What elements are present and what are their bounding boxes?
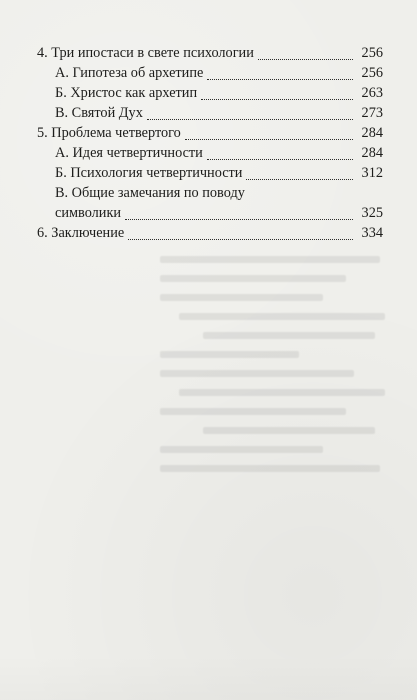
toc-page-number: 325: [361, 205, 383, 221]
toc-page-number: 256: [361, 65, 383, 81]
toc-entry: [37, 103, 383, 123]
toc-entry-title: А. Идея четвертичности: [55, 145, 203, 161]
toc-page-number: 273: [361, 105, 383, 121]
toc-entry: [37, 163, 383, 183]
show-through-text: [160, 256, 399, 700]
toc-page-number: 312: [361, 165, 383, 181]
show-through-line: [160, 275, 346, 282]
show-through-line: [160, 465, 380, 472]
toc-entry-title-line: [55, 183, 360, 203]
toc-entry-title-line-1: В. Общие замечания по поводу: [55, 185, 245, 201]
page-shadow: [0, 655, 417, 700]
toc-leader: [185, 139, 353, 140]
toc-leader: [125, 219, 353, 220]
show-through-line: [160, 370, 354, 377]
toc-entry-title-line-2: символики: [55, 205, 122, 221]
toc-page-number: 284: [361, 125, 383, 141]
show-through-line: [203, 332, 375, 339]
show-through-line: [203, 427, 375, 434]
toc-entry: [37, 223, 383, 243]
show-through-line: [160, 446, 323, 453]
toc-page-number: 334: [361, 225, 383, 241]
toc-entry: [37, 123, 383, 143]
show-through-line: [160, 256, 380, 263]
toc-page-number: 256: [361, 45, 383, 61]
toc-leader: [258, 59, 353, 60]
toc-entry-title: В. Святой Дух: [55, 105, 143, 121]
toc-entry: [37, 183, 383, 223]
toc-entry-title: Б. Христос как архетип: [55, 85, 198, 101]
toc-page-number: 263: [361, 85, 383, 101]
toc-leader: [128, 239, 353, 240]
toc-leader: [201, 99, 353, 100]
show-through-line: [179, 313, 385, 320]
table-of-contents: [37, 43, 383, 243]
toc-entry: [37, 143, 383, 163]
toc-leader: [207, 79, 353, 80]
toc-leader: [207, 159, 353, 160]
toc-entry-title-line: [55, 203, 360, 223]
toc-entry: [37, 83, 383, 103]
toc-entry: [37, 43, 383, 63]
toc-entry: [37, 63, 383, 83]
toc-entry-title: А. Гипотеза об архетипе: [55, 65, 204, 81]
toc-entry-title: 4. Три ипостаси в свете психологии: [37, 45, 254, 61]
toc-entry-title: 5. Проблема четвертого: [37, 125, 181, 141]
show-through-line: [160, 294, 323, 301]
toc-leader: [246, 179, 353, 180]
show-through-line: [160, 351, 299, 358]
toc-entry-title: 6. Заключение: [37, 225, 125, 241]
toc-leader: [147, 119, 353, 120]
toc-page-number: 284: [361, 145, 383, 161]
toc-entry-title: Б. Психология четвертичности: [55, 165, 243, 181]
show-through-line: [160, 408, 346, 415]
toc-entry-title-block: [55, 183, 360, 223]
show-through-line: [179, 389, 385, 396]
